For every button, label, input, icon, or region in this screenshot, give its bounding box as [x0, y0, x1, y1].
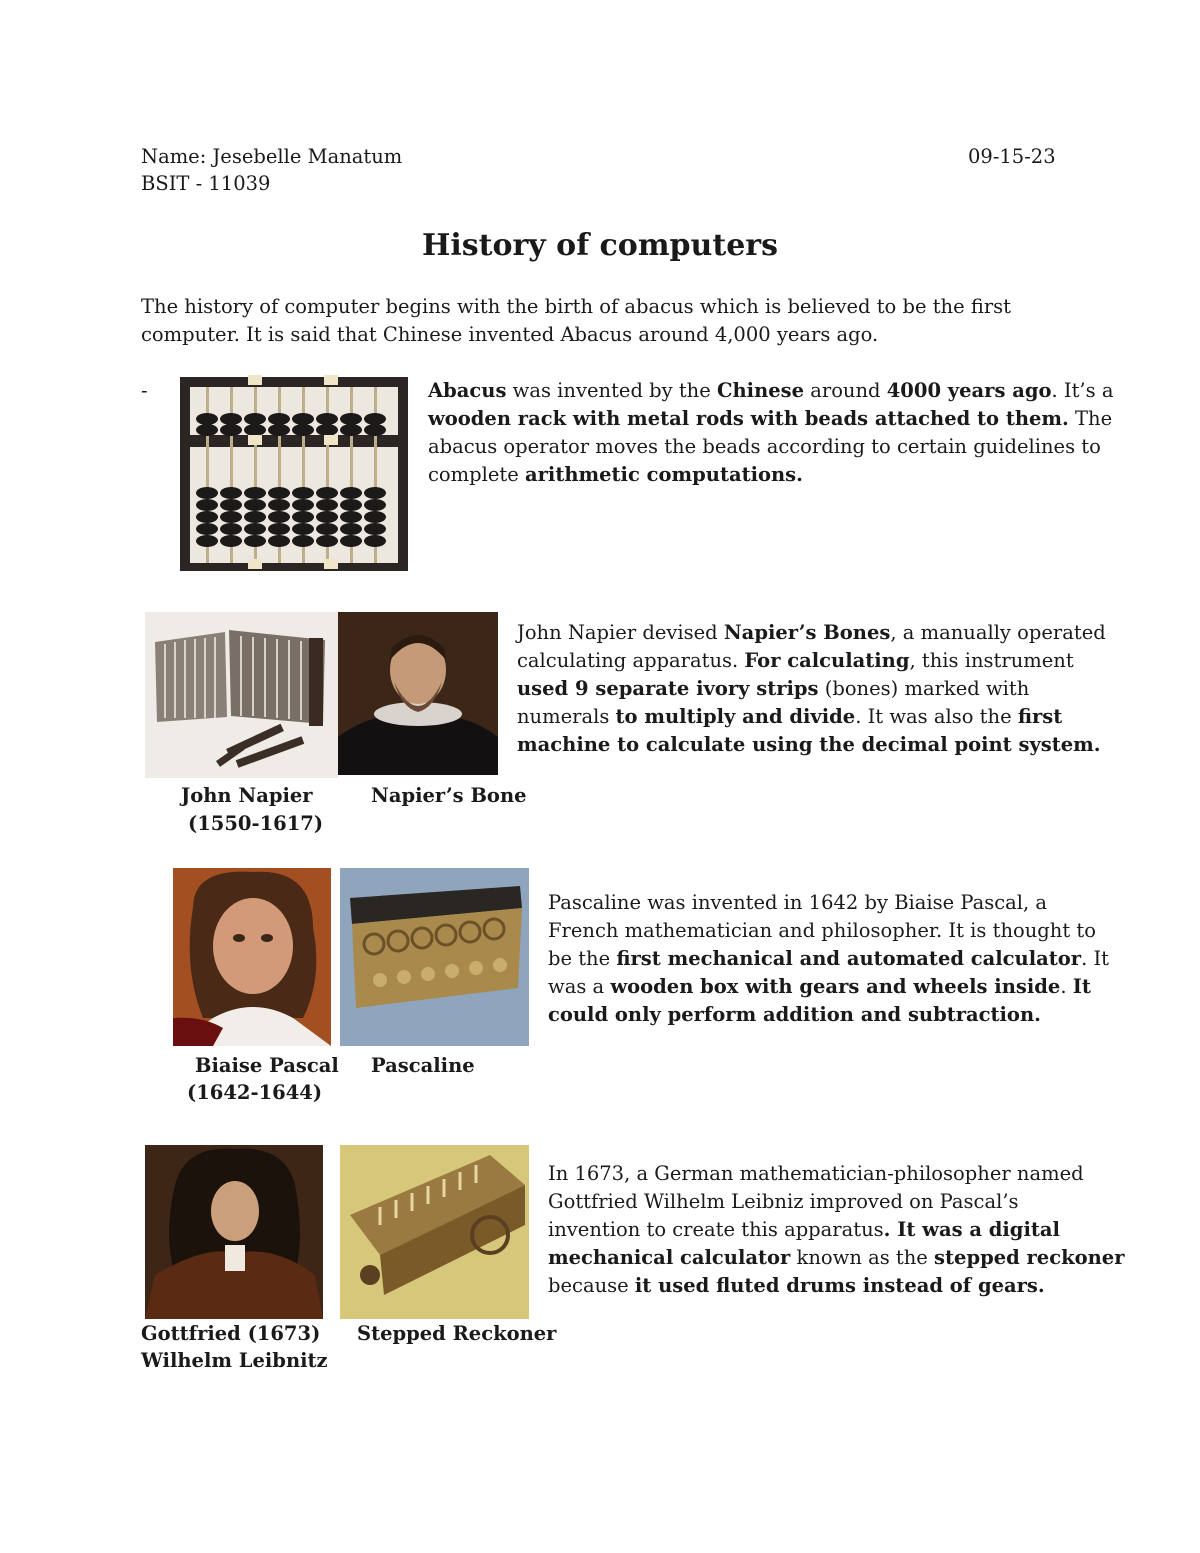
text-napiers-bones: Napier’s Bones — [723, 621, 891, 644]
text-stepped-reckoner: stepped reckoner — [934, 1246, 1125, 1269]
text-multiply-divide: to multiply and divide — [615, 705, 856, 728]
napiers-bones-image — [145, 612, 338, 778]
text-addition-subtraction: could only perform addition and subtraction. — [548, 1003, 1041, 1026]
text: complete — [428, 463, 525, 486]
text-line: French mathematician and philosopher. It is thought to — [548, 919, 1096, 942]
caption-wilhelm-leibnitz: Wilhelm Leibnitz — [141, 1349, 328, 1372]
pascaline-image — [340, 868, 529, 1046]
text-line: In 1673, a German mathematician-philosopher named — [548, 1162, 1084, 1185]
john-napier-portrait — [338, 612, 498, 775]
text-mechanical-calculator: mechanical calculator — [548, 1246, 791, 1269]
text: . It — [1081, 947, 1110, 970]
text: (bones) marked with — [818, 677, 1030, 700]
caption-biaise-pascal: Biaise Pascal — [195, 1054, 339, 1077]
text: was invented by the — [506, 379, 717, 402]
text-line: abacus operator moves the beads according to certain guidelines to — [428, 435, 1101, 458]
text: . — [1060, 975, 1073, 998]
text-for-calculating: For calculating — [744, 649, 910, 672]
text: because — [548, 1274, 635, 1297]
student-name: Name: Jesebelle Manatum — [141, 145, 403, 168]
text: , this instrument — [909, 649, 1074, 672]
text-abacus: Abacus — [428, 379, 507, 402]
text: The — [1068, 407, 1113, 430]
text: be the — [548, 947, 617, 970]
text: known as the — [790, 1246, 935, 1269]
caption-napiers-bone: Napier’s Bone — [371, 784, 527, 807]
caption-stepped-reckoner: Stepped Reckoner — [357, 1322, 557, 1345]
text: was a — [548, 975, 611, 998]
text: . It’s a — [1051, 379, 1114, 402]
biaise-pascal-portrait — [173, 868, 331, 1046]
text: invention to create this apparatus — [548, 1218, 884, 1241]
text: John Napier devised — [517, 621, 724, 644]
text: , a manually operated — [890, 621, 1106, 644]
stepped-reckoner-image — [340, 1145, 529, 1319]
intro-line-1: The history of computer begins with the birth of abacus which is believed to be the first — [141, 295, 1012, 318]
caption-gottfried: Gottfried (1673) — [141, 1322, 321, 1345]
caption-napier-years: (1550-1617) — [188, 812, 324, 835]
text-4000-years: 4000 years ago — [886, 379, 1052, 402]
course-code: BSIT - 11039 — [141, 172, 271, 195]
text-wooden-rack: wooden rack with metal rods with beads attached to them. — [428, 407, 1069, 430]
text: around — [804, 379, 887, 402]
leibniz-description — [548, 1160, 1124, 1300]
text-first-mechanical: first mechanical and automated calculator — [616, 947, 1082, 970]
pascal-description — [548, 889, 1109, 1029]
text-line: Pascaline was invented in 1642 by Biaise Pascal, a — [548, 891, 1048, 914]
text-digital: . It was a digital — [883, 1218, 1060, 1241]
caption-pascaline: Pascaline — [371, 1054, 475, 1077]
text-line: Gottfried Wilhelm Leibniz improved on Pascal’s — [548, 1190, 1019, 1213]
leibniz-portrait — [145, 1145, 323, 1319]
abacus-image — [178, 373, 410, 573]
text: calculating apparatus. — [517, 649, 745, 672]
napier-description — [517, 619, 1106, 759]
intro-line-2: computer. It is said that Chinese invented Abacus around 4,000 years ago. — [141, 323, 879, 346]
text: numerals — [517, 705, 616, 728]
text-arithmetic: arithmetic computations. — [525, 463, 803, 486]
text-it: It — [1072, 975, 1091, 998]
abacus-description — [428, 377, 1113, 489]
text-ivory-strips: used 9 separate ivory strips — [517, 677, 819, 700]
caption-john-napier: John Napier — [181, 784, 313, 807]
text-fluted-drums: it used fluted drums instead of gears. — [634, 1274, 1045, 1297]
document-date: 09-15-23 — [968, 145, 1056, 168]
text-first: first — [1017, 705, 1063, 728]
bullet-dash: - — [141, 379, 148, 402]
text-chinese: Chinese — [716, 379, 805, 402]
text-decimal-point: machine to calculate using the decimal point system. — [517, 733, 1101, 756]
text: . It was also the — [855, 705, 1018, 728]
page-title: History of computers — [422, 228, 778, 263]
text-wooden-box: wooden box with gears and wheels inside — [610, 975, 1061, 998]
caption-pascal-years: (1642-1644) — [187, 1081, 323, 1104]
